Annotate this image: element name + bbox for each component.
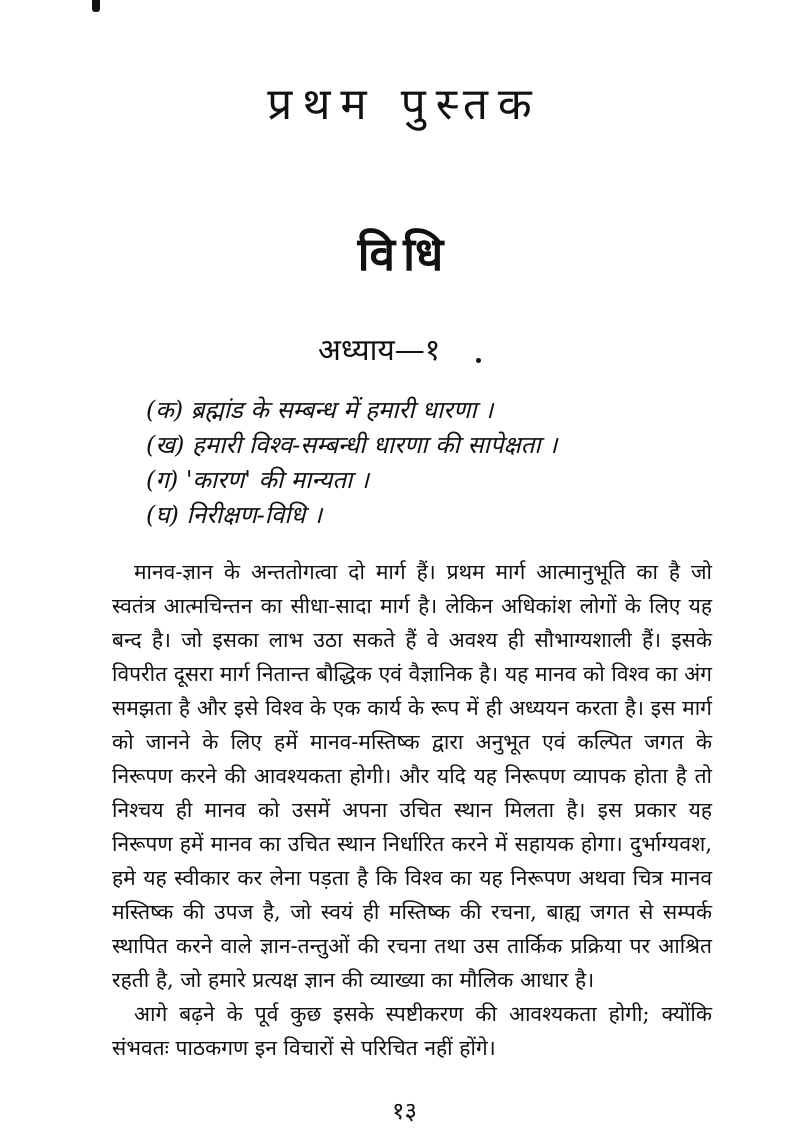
chapter-contents-list (146, 393, 557, 533)
section-title: विधि (357, 227, 452, 281)
contents-item: (घ) निरीक्षण-विधि । (146, 501, 323, 529)
contents-item: (ग) 'कारण' की मान्यता । (146, 466, 369, 494)
paragraph: आगे बढ़ने के पूर्व कुछ इसके स्पष्टीकरण की आवश्यकता होगी; क्योंकि संभवतः पाठकगण इन विचारों से परिचित नहीं होंगे। (112, 1002, 712, 1060)
page-number: १३ (392, 1097, 417, 1125)
body-text (112, 555, 712, 1065)
ink-mark (92, 0, 100, 12)
book-title: प्रथम पुस्तक (267, 79, 542, 130)
contents-item: (क) ब्रह्मांड के सम्बन्ध में हमारी धारणा । (146, 396, 494, 424)
chapter-heading: अध्याय—१ (318, 333, 441, 368)
ink-dot (476, 358, 481, 363)
paragraph: मानव-ज्ञान के अन्ततोगत्वा दो मार्ग हैं। प्रथम मार्ग आत्मानुभूति का है जो स्वतंत्र आत्मचिन्तन का सीधा-सादा मार्ग है। लेकिन अधिकांश लोगों के लिए यह बन्द है। जो इसका लाभ उठा सकते हैं वे अवश्य ही सौभाग्यशाली हैं। इसके विपरीत दूसरा मार्ग नितान्त बौद्धिक एवं वैज्ञानिक है। यह मानव को विश्व का अंग समझता है और इसे विश्व के एक कार्य के रूप में ही अध्ययन करता है। इस मार्ग को जानने के लिए हमें मानव-मस्तिष्क द्वारा अनुभूत एवं कल्पित जगत के निरूपण करने की आवश्यकता होगी। और यदि यह निरूपण व्यापक होता है तो निश्चय ही मानव को उसमें अपना उचित स्थान मिलता है। इस प्रकार यह निरूपण हमें मानव का उचित स्थान निर्धारित करने में सहायक होगा। दुर्भाग्यवश, हमे यह स्वीकार कर लेना पड़ता है कि विश्व का यह निरूपण अथवा चित्र मानव मस्तिष्क की उपज है, जो स्वयं ही मस्तिष्क की रचना, बाह्य जगत से सम्पर्क स्थापित करने वाले ज्ञान-तन्तुओं की रचना तथा उस तार्किक प्रक्रिया पर आश्रित रहती है, जो हमारे प्रत्यक्ष ज्ञान की व्याख्या का मौलिक आधार है। (112, 560, 712, 992)
contents-item: (ख) हमारी विश्व-सम्बन्धी धारणा की सापेक्षता । (146, 431, 558, 459)
